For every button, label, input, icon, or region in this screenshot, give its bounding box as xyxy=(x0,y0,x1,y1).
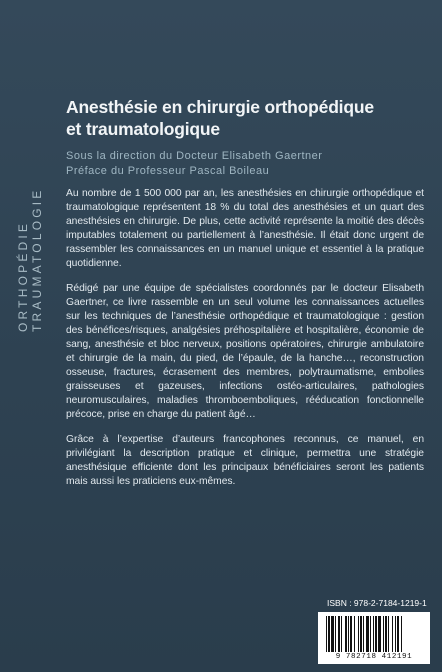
cover-text xyxy=(66,96,424,489)
isbn-label: ISBN : 978-2-7184-1219-1 xyxy=(327,598,427,608)
editor-credit: Sous la direction du Docteur Elisabeth Gaertner xyxy=(66,150,323,162)
credits xyxy=(66,149,424,179)
barcode xyxy=(318,612,430,664)
spine-label-traumatologie: TRAUMATOLOGIE xyxy=(30,187,44,332)
barcode-bars xyxy=(318,612,430,654)
book-title xyxy=(66,96,424,140)
spine-label-column xyxy=(0,0,58,672)
book-title-line1: Anesthésie en chirurgie orthopédique xyxy=(66,97,374,117)
barcode-digits: 9 782718 412191 xyxy=(335,653,413,661)
paragraph-conclusion: Grâce à l’expertise d’auteurs francophones reconnus, ce manuel, en privilégiant la description pratique et clinique, permettra une stratégie anesthésique efficiente dont les principaux bénéficiaires seront les patients mais aussi les praticiens eux-mêmes. xyxy=(66,434,424,487)
paragraph-intro: Au nombre de 1 500 000 par an, les anesthésies en chirurgie orthopédique et traumatologique représentent 18 % du total des anesthésies et un quart des anesthésies en chirurgie. De plus, cette activité représente la moitié des décès imputables totalement ou partiellement à l’anesthésie. Il était donc urgent de rassembler les connaissances en un manuel unique et essentiel à la pratique quotidienne. xyxy=(66,188,424,269)
preface-credit: Préface du Professeur Pascal Boileau xyxy=(66,165,270,177)
spine-label-orthopedie: ORTHOPÉDIE xyxy=(16,220,30,332)
book-title-line2: et traumatologique xyxy=(66,119,220,139)
spine-label xyxy=(16,72,44,332)
paragraph-contents: Rédigé par une équipe de spécialistes coordonnés par le docteur Elisabeth Gaertner, ce livre rassemble en un seul volume les connaissances actuelles sur les techniques de l’anesthésie orthopédique et traumatologique : gestion des bénéfices/risques, analgésies préhospitalière et hospitalière, économie de sang, anesthésie et bloc nerveux, positions opératoires, chirurgie ambulatoire et chirurgie de la main, du pied, de l’épaule, de la hanche…, reconstruction osseuse, fractures, écrasement des membres, polytraumatisme, embolies graisseuses et gazeuses, infections ostéo-articulaires, pathologies neuromusculaires, maladies thromboemboliques, rééducation fonctionnelle précoce, prise en charge du patient âgé… xyxy=(66,283,424,420)
